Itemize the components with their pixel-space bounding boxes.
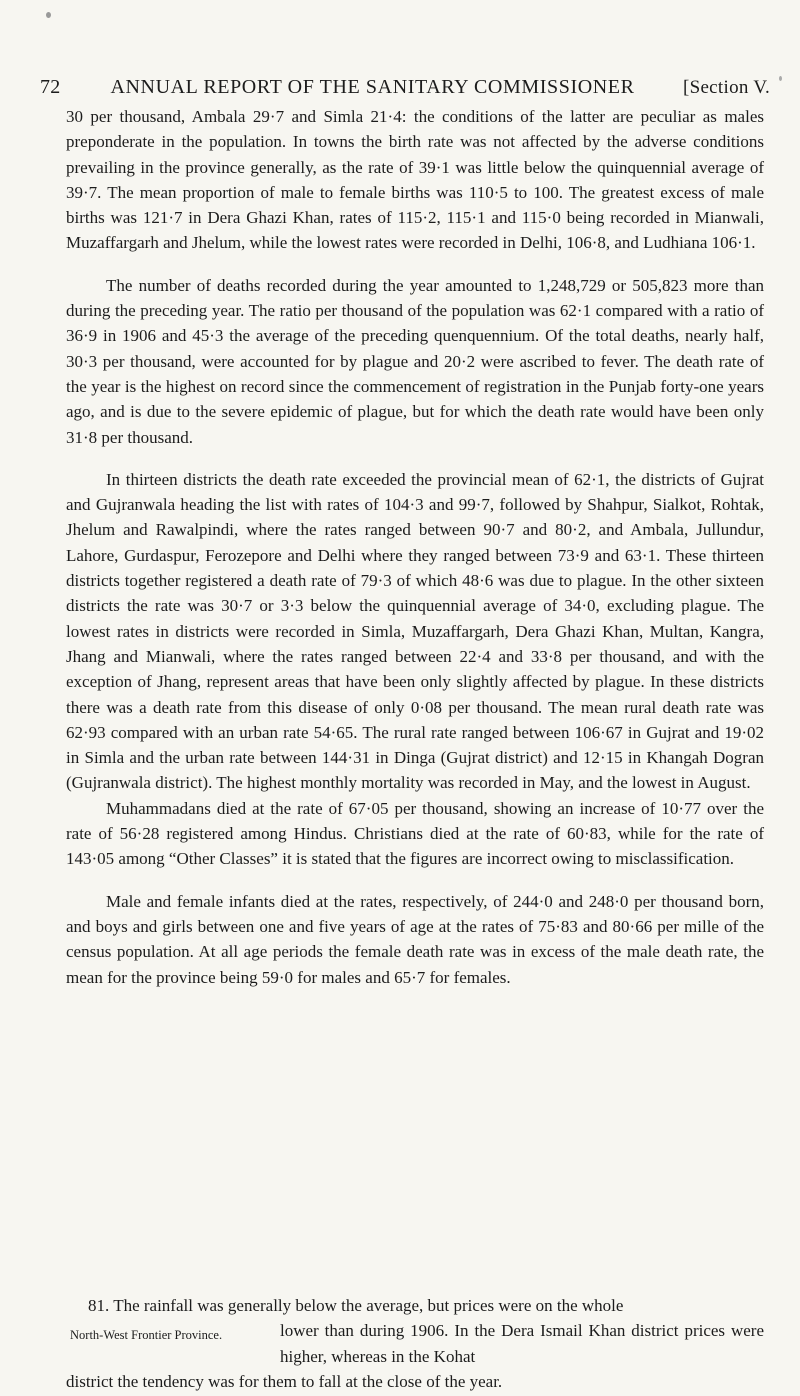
ink-speck	[46, 12, 51, 18]
paragraph-infant-mortality: Male and female infants died at the rates, respectively, of 244·0 and 248·0 per thousand born, and boys and girls between one and five years of age at the rates of 75·83 and 80·66 per mille of the census population. At all age periods the female death rate was in excess of the male death rate, the mean for the province being 59·0 for males and 65·7 for females.	[66, 891, 764, 987]
paragraph-81-continued: lower than during 1906. In the Dera Ismail Khan district prices were higher, whereas in the Kohat	[280, 1321, 764, 1366]
paragraph-religion-death-rates: Muhammadans died at the rate of 67·05 per thousand, showing an increase of 10·77 over the rate of 56·28 registered among Hindus. Christians died at the rate of 60·83, while for the rate of 143·05 among “Other Classes” it is stated that the figures are incorrect owing to misclassification.	[66, 798, 764, 869]
paragraph-district-death-rates: In thirteen districts the death rate exceeded the provincial mean of 62·1, the districts of Gujrat and Gujranwala heading the list with rates of 104·3 and 99·7, followed by Shahpur, Sialkot, Rohtak, Jhelum and Rawalpindi, where the rates ranged between 90·7 and 80·2, and Ambala, Jullundur, Lahore, Gurdaspur, Ferozepore and Delhi where they ranged between 73·9 and 63·1. These thirteen districts together registered a death rate of 79·3 of which 48·6 was due to plague. In the other sixteen districts the rate was 30·7 or 3·3 below the quinquennial average of 34·0, excluding plague. The lowest rates in districts were recorded in Simla, Muzaffargarh, Dera Ghazi Khan, Multan, Kangra, Jhang and Mianwali, where the rates ranged between 22·4 and 33·8 per thousand, and with the exception of Jhang, represent areas that have been only slightly affected by plague. In these districts there was a death rate from this disease of only 0·08 per thousand. The mean rural death rate was 62·93 compared with an urban rate 54·65. The rural rate ranged between 106·67 in Gujrat and 19·02 in Simla and the urban rate between 144·31 in Dinga (Gujrat district) and 12·15 in Khangah Dogran (Gujranwala district). The highest monthly mortality was recorded in May, and the lowest in August.	[66, 469, 764, 793]
page-number: 72	[40, 76, 61, 98]
paragraph-birth-rates: 30 per thousand, Ambala 29·7 and Simla 21·4: the conditions of the latter are peculiar as males preponderate in the population. In towns the birth rate was not affected by the adverse conditions prevailing in the province generally, as the rate of 39·1 was little below the quinquennial average of 39·7. The mean proportion of male to female births was 110·5 to 100. The greatest excess of male births was 121·7 in Dera Ghazi Khan, rates of 115·2, 115·1 and 115·0 being recorded in Mianwali, Muzaffargarh and Jhelum, while the lowest rates were recorded in Delhi, 106·8, and Ludhiana 106·1.	[66, 107, 764, 253]
margin-note: North-West Frontier Province.	[70, 1328, 223, 1343]
paragraph-81-last-line: district the tendency was for them to fall at the close of the year.	[66, 1371, 503, 1391]
report-title: ANNUAL REPORT OF THE SANITARY COMMISSIONER	[110, 76, 635, 98]
paragraph-81	[66, 1293, 764, 1394]
ink-speck	[779, 76, 782, 81]
paragraph-81-first-line: 81. The rainfall was generally below the average, but prices were on the whole	[88, 1296, 624, 1315]
paragraph-deaths-total: The number of deaths recorded during the year amounted to 1,248,729 or 505,823 more than during the preceding year. The ratio per thousand of the population was 62·1 compared with a ratio of 36·9 in 1906 and 45·3 the average of the preceding quenquennium. Of the total deaths, nearly half, 30·3 per thousand, were accounted for by plague and 20·2 were ascribed to fever. The death rate of the year is the highest on record since the commencement of registration in the Punjab forty-one years ago, and is due to the severe epidemic of plague, but for which the death rate would have been only 31·8 per thousand.	[66, 275, 764, 447]
section-label: [Section V.	[682, 77, 770, 98]
running-header	[40, 76, 770, 99]
body-text	[66, 104, 764, 990]
